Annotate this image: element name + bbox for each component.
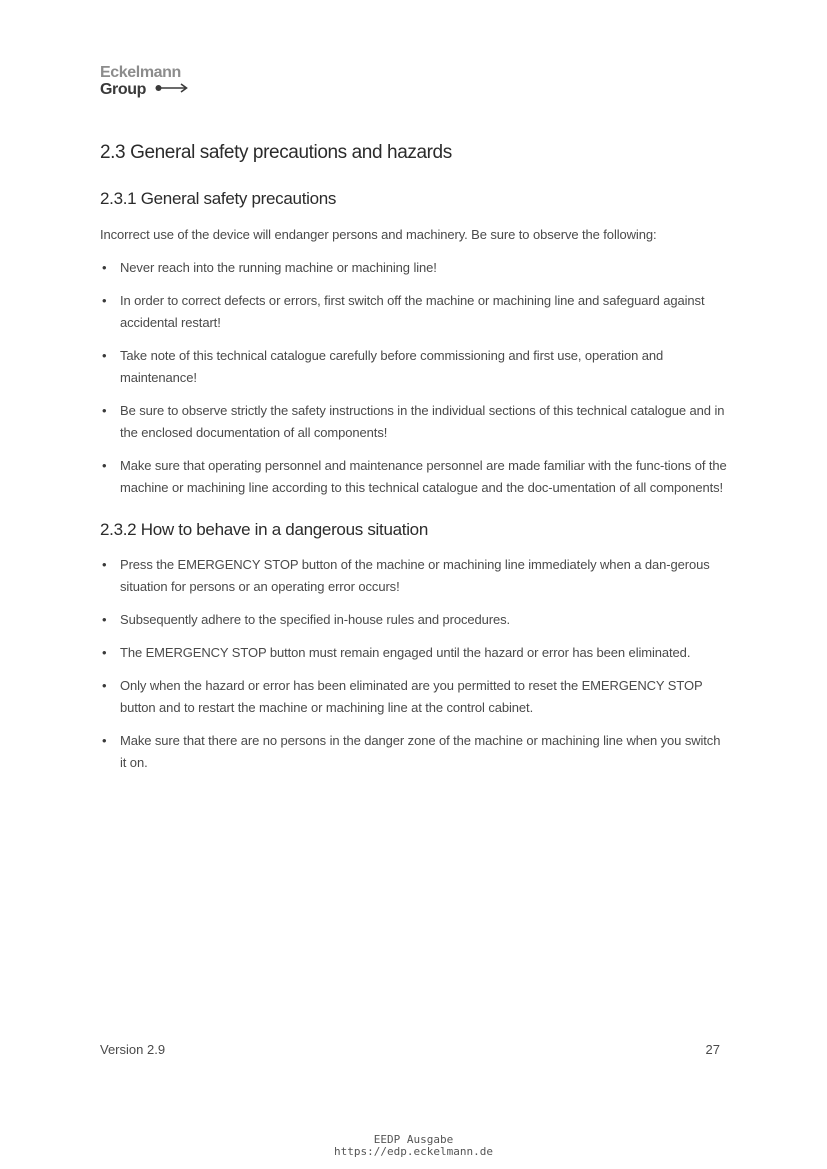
- list-item: [100, 642, 730, 664]
- bullet-icon: •: [102, 612, 107, 627]
- logo-text-eckelmann: Eckelmann: [100, 64, 181, 81]
- bullet-icon: •: [102, 403, 107, 418]
- arrow-right-icon: [155, 80, 189, 97]
- list-item: [100, 730, 730, 774]
- bullet-icon: •: [102, 293, 107, 308]
- stamp-line-1: EEDP Ausgabe: [373, 1133, 454, 1146]
- subsection-title-dangerous-situation: 2.3.2 How to behave in a dangerous situation: [100, 520, 428, 539]
- list-item: [100, 290, 730, 334]
- list-item-text: Make sure that operating personnel and maintenance personnel are made familiar with the func-tions of the machine or machining line according to this technical catalogue and the doc-umentation of all components!: [120, 458, 727, 495]
- bullet-icon: •: [102, 733, 107, 748]
- document-body: [100, 142, 730, 785]
- logo: [100, 64, 189, 98]
- list-item-text: Press the EMERGENCY STOP button of the machine or machining line immediately when a dan-gerous situation for persons or an operating error occurs!: [120, 557, 710, 594]
- list-item: [100, 609, 730, 631]
- list-item: [100, 400, 730, 444]
- section-title: 2.3 General safety precautions and hazards: [100, 142, 452, 163]
- list-item-text: Be sure to observe strictly the safety instructions in the individual sections of this technical catalogue and in the enclosed documentation of all components!: [120, 403, 725, 440]
- dangerous-situation-list: [100, 554, 730, 774]
- bullet-icon: •: [102, 260, 107, 275]
- page-number: 27: [705, 1042, 720, 1057]
- list-item-text: The EMERGENCY STOP button must remain engaged until the hazard or error has been eliminated.: [120, 645, 691, 660]
- footer-version: Version 2.9: [100, 1042, 166, 1057]
- bullet-icon: •: [102, 348, 107, 363]
- bullet-icon: •: [102, 678, 107, 693]
- list-item-text: Never reach into the running machine or machining line!: [120, 260, 437, 275]
- list-item: [100, 554, 730, 598]
- intro-paragraph: Incorrect use of the device will endanger persons and machinery. Be sure to observe the following:: [100, 227, 657, 242]
- bullet-icon: •: [102, 645, 107, 660]
- list-item: [100, 257, 730, 279]
- subsection-title-general-precautions: 2.3.1 General safety precautions: [100, 189, 337, 208]
- bullet-icon: •: [102, 458, 107, 473]
- list-item-text: Only when the hazard or error has been eliminated are you permitted to reset the EMERGENCY STOP button and to restart the machine or machining line at the control cabinet.: [120, 678, 703, 715]
- list-item: [100, 345, 730, 389]
- list-item: [100, 455, 730, 499]
- list-item-text: Subsequently adhere to the specified in-house rules and procedures.: [120, 612, 511, 627]
- list-item-text: Take note of this technical catalogue carefully before commissioning and first use, operation and maintenance!: [120, 348, 664, 385]
- bullet-icon: •: [102, 557, 107, 572]
- logo-text-group: Group: [100, 81, 146, 98]
- list-item-text: Make sure that there are no persons in the danger zone of the machine or machining line when you switch it on.: [120, 733, 721, 770]
- list-item-text: In order to correct defects or errors, first switch off the machine or machining line and safeguard against accidental restart!: [120, 293, 705, 330]
- list-item: [100, 675, 730, 719]
- stamp-line-2: https://edp.eckelmann.de: [334, 1145, 493, 1158]
- precautions-list: [100, 257, 730, 499]
